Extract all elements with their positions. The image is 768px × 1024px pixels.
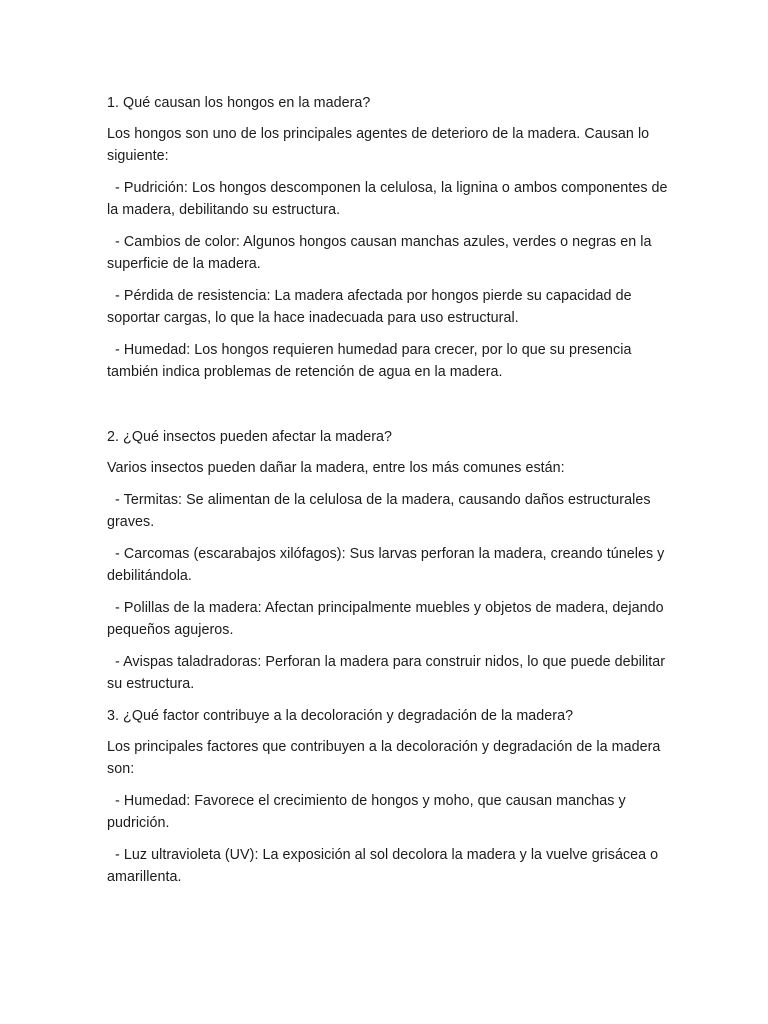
section-2-heading: 2. ¿Qué insectos pueden afectar la madera?	[107, 429, 393, 445]
section-2-intro: Varios insectos pueden dañar la madera, entre los más comunes están:	[107, 460, 565, 476]
section-1-intro: Los hongos son uno de los principales agentes de deterioro de la madera. Causan lo siguiente:	[107, 126, 650, 164]
section-1-heading: 1. Qué causan los hongos en la madera?	[107, 95, 371, 111]
section-3-item-luz-uv: - Luz ultravioleta (UV): La exposición al sol decolora la madera y la vuelve grisácea o amarillenta.	[107, 847, 663, 885]
section-2-item-carcomas: - Carcomas (escarabajos xilófagos): Sus larvas perforan la madera, creando túneles y debilitándola.	[107, 546, 669, 584]
section-1-item-humedad: - Humedad: Los hongos requieren humedad para crecer, por lo que su presencia también indica problemas de retención de agua en la madera.	[107, 342, 636, 380]
section-3-item-humedad: - Humedad: Favorece el crecimiento de hongos y moho, que causan manchas y pudrición.	[107, 793, 630, 831]
section-1-item-pudricion: - Pudrición: Los hongos descomponen la celulosa, la lignina o ambos componentes de la madera, debilitando su estructura.	[107, 180, 672, 218]
section-3-heading: 3. ¿Qué factor contribuye a la decoloración y degradación de la madera?	[107, 708, 574, 724]
section-3-intro: Los principales factores que contribuyen a la decoloración y degradación de la madera son:	[107, 739, 661, 777]
section-1-item-perdida-resistencia: - Pérdida de resistencia: La madera afectada por hongos pierde su capacidad de soportar cargas, lo que la hace inadecuada para uso estructural.	[107, 288, 636, 326]
section-spacer	[107, 393, 668, 426]
section-2-item-termitas: - Termitas: Se alimentan de la celulosa de la madera, causando daños estructurales graves.	[107, 492, 655, 530]
section-2-item-polillas: - Polillas de la madera: Afectan principalmente muebles y objetos de madera, dejando pequeños agujeros.	[107, 600, 668, 638]
section-1-item-cambios-color: - Cambios de color: Algunos hongos causan manchas azules, verdes o negras en la superficie de la madera.	[107, 234, 656, 272]
section-2-item-avispas: - Avispas taladradoras: Perforan la madera para construir nidos, lo que puede debilitar su estructura.	[107, 654, 670, 692]
